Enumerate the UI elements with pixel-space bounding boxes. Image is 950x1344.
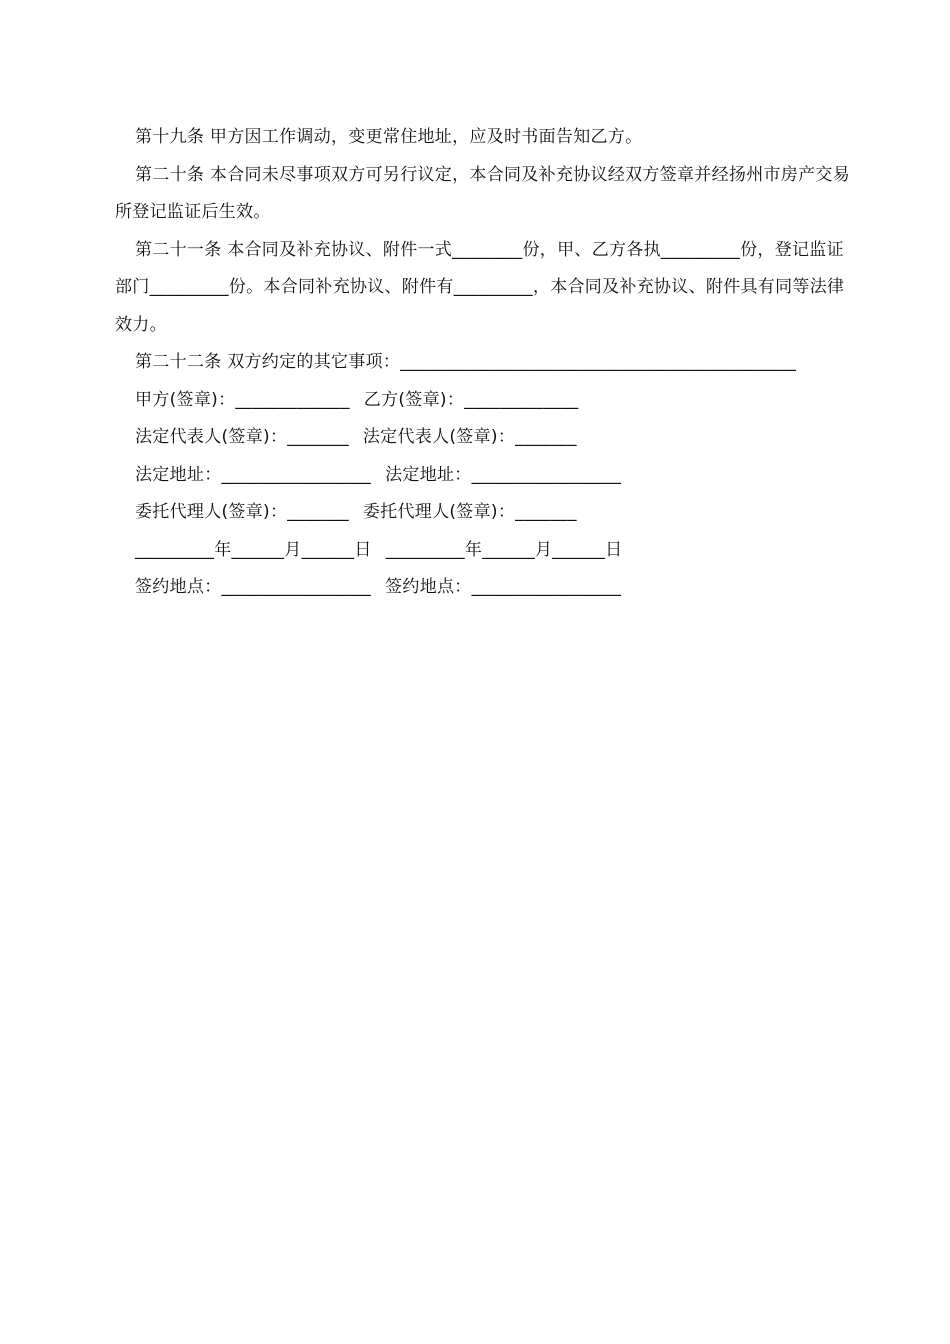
- representative-b-signature: 法定代表人(签章)：_______: [362, 427, 577, 447]
- agent-a-signature: 委托代理人(签章)：_______: [135, 502, 349, 522]
- article-19: 第十九条 甲方因工作调动，变更常住地址，应及时书面告知乙方。: [135, 127, 643, 147]
- signature-row-parties: [115, 382, 850, 420]
- article-21: 第二十一条 本合同及补充协议、附件一式________份，甲、乙方各执_________份，登记监证部门_________份。本合同补充协议、附件有_________，本合同及补充协议、附件具有同等法律效力。: [115, 239, 845, 335]
- signature-row-places: [115, 569, 850, 607]
- date-b: _________年______月______日: [385, 539, 623, 560]
- party-b-signature: 乙方(签章)：_____________: [363, 389, 579, 410]
- signature-row-addresses: [115, 457, 850, 495]
- address-b: 法定地址：_________________: [385, 464, 622, 485]
- article-22: 第二十二条 双方约定的其它事项：_____________________________________________: [135, 352, 797, 372]
- signature-row-representatives: [115, 419, 850, 457]
- signature-row-dates: [115, 532, 850, 570]
- signing-place-b: 签约地点：_________________: [385, 577, 622, 597]
- signature-row-agents: [115, 494, 850, 532]
- representative-a-signature: 法定代表人(签章)：_______: [135, 427, 349, 447]
- signing-place-a: 签约地点：_________________: [135, 577, 372, 597]
- party-a-signature: 甲方(签章)：_____________: [135, 389, 350, 410]
- date-a: _________年______月______日: [135, 539, 372, 560]
- address-a: 法定地址：_________________: [135, 464, 372, 485]
- contract-body: [115, 119, 850, 607]
- article-20: 第二十条 本合同未尽事项双方可另行议定，本合同及补充协议经双方签章并经扬州市房产交易所登记监证后生效。: [115, 164, 851, 222]
- agent-b-signature: 委托代理人(签章)：_______: [362, 502, 577, 522]
